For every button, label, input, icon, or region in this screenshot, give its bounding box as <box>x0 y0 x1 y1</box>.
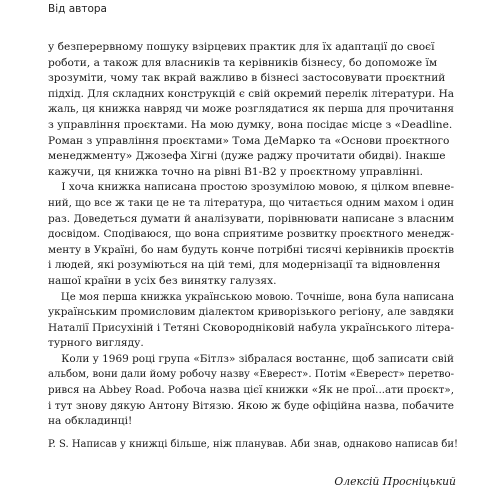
text-line: роботи, а також для власників та керівників бізнесу, бо допоможе їм <box>48 56 438 69</box>
text-line: менеджменту» Джозефа Хігні (дуже раджу прочитати обидві). Інакше <box>48 150 446 163</box>
paragraph-2 <box>48 180 456 289</box>
paragraph-1 <box>48 40 456 180</box>
text-line: жаль, ця книжка навряд чи може розглядатися як перша для прочитання <box>48 103 454 116</box>
text-line: ний, що все ж таки це не та література, що читається одним махом і один <box>48 196 454 209</box>
main-text <box>48 40 456 430</box>
text-line: І хоча книжка написана простою зрозумілою мовою, я цілком впевне- <box>48 181 454 194</box>
postscript: P. S. Написав у книжці більше, ніж планував. Аби знав, однаково написав би! <box>48 438 458 450</box>
text-line: підхід. Для складних конструкцій є свій окремий перелік літератури. На <box>48 87 454 100</box>
text-line: рився на Abbey Road. Робоча назва цієї книжки «Як не прої...ати проєкт», <box>48 384 454 397</box>
paragraph-3 <box>48 290 456 352</box>
text-line: турного вигляду. <box>48 337 144 350</box>
author-signature: Олексій Просніцький <box>334 475 456 488</box>
text-line: українським промисловим діалектом криворізького регіону, але завдяки <box>48 306 454 319</box>
text-line: досвідом. Сподіваюся, що вона сприятиме розвитку проєктного менедж- <box>48 228 454 241</box>
text-line: Наталії Присухіній і Тетяні Сковородніковій набула українського літера- <box>48 321 454 334</box>
text-line: і тут знову дякую Антону Вітязю. Якою ж буде офіційна назва, побачите <box>48 399 454 412</box>
text-line: менту в Україні, бо нам будуть конче потрібні тисячі керівників проєктів <box>48 243 454 256</box>
text-line: альбом, вони дали йому робочу назву «Еверест». Потім «Еверест» перетво- <box>48 368 454 381</box>
text-line: зрозуміти, чому так вкрай важливо в бізнесі застосовувати проєктний <box>48 72 446 85</box>
text-line: Роман з управління проєктами» Тома ДеМарко та «Основи проєктного <box>48 134 450 147</box>
running-header: Від автора <box>48 3 107 15</box>
text-line: і людей, які розуміються на цій темі, для модернізації та відновлення <box>48 259 441 272</box>
text-line: кажучи, ця книжка точно на рівні B1-B2 у проєктному управлінні. <box>48 165 423 178</box>
text-line: нашої країни в усіх без винятку галузях. <box>48 274 277 287</box>
text-line: на обкладинці! <box>48 415 133 428</box>
text-line: Коли у 1969 році група «Бітлз» зібралася востаннє, щоб записати свій <box>48 352 454 365</box>
paragraph-4 <box>48 352 456 430</box>
text-line: з управління проєктами. На мою думку, вона посідає місце з «Deadline. <box>48 118 453 131</box>
text-line: Це моя перша книжка українською мовою. Точніше, вона була написана <box>48 290 454 303</box>
text-line: у безперервному пошуку взірцевих практик для їх адаптації до своєї <box>48 41 435 53</box>
text-line: раз. Доведеться думати й аналізувати, порівнювати написане з власним <box>48 212 454 225</box>
